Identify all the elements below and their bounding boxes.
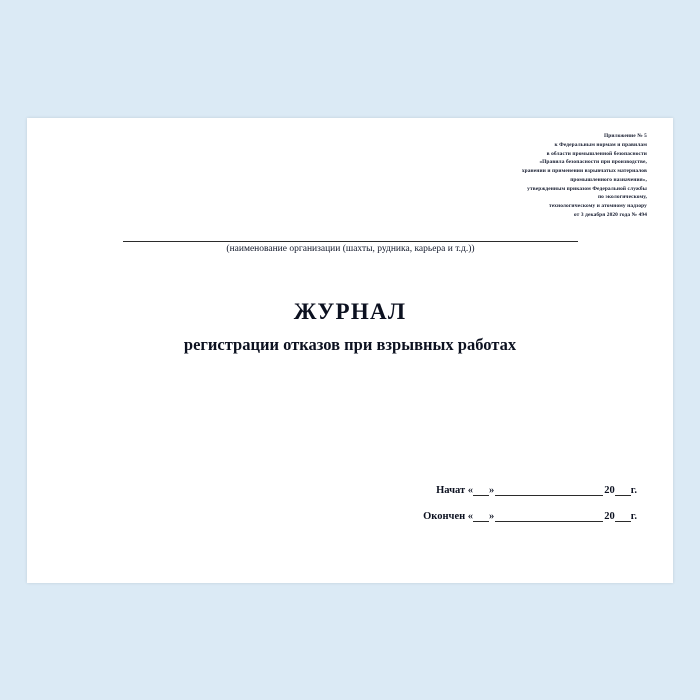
finished-label: Окончен « bbox=[423, 511, 474, 522]
document-page bbox=[27, 118, 673, 583]
appendix-line-7: утвержденным приказом Федеральной службы bbox=[527, 185, 647, 192]
finished-year-suffix: г. bbox=[630, 511, 637, 522]
started-year-suffix: г. bbox=[630, 485, 637, 496]
appendix-line-10: от 3 декабря 2020 года № 494 bbox=[573, 211, 647, 218]
organization-name-caption: (наименование организации (шахты, рудника, карьера и т.д.)) bbox=[226, 244, 475, 254]
finished-day-blank bbox=[473, 510, 489, 522]
started-label: Начат « bbox=[436, 485, 474, 496]
finished-month-blank bbox=[495, 510, 603, 522]
document-footer bbox=[307, 484, 637, 536]
appendix-line-8: по экологическому, bbox=[597, 194, 647, 201]
started-quote-close: » bbox=[489, 485, 495, 496]
finished-row bbox=[307, 510, 637, 522]
document-title: ЖУРНАЛ bbox=[293, 299, 407, 324]
appendix-line-1: Приложение № 5 bbox=[603, 133, 647, 139]
appendix-reference-block bbox=[347, 132, 647, 220]
finished-quote-close: » bbox=[489, 511, 495, 522]
started-year: 20 bbox=[604, 485, 615, 496]
finished-year-blank bbox=[615, 510, 631, 522]
started-month-blank bbox=[495, 484, 603, 496]
appendix-line-6: промышленного назначения», bbox=[570, 176, 647, 183]
started-year-blank bbox=[615, 484, 631, 496]
started-day-blank bbox=[473, 484, 489, 496]
document-subtitle: регистрации отказов при взрывных работах bbox=[183, 335, 517, 354]
appendix-line-3: в области промышленной безопасности bbox=[546, 150, 647, 157]
organization-name-rule bbox=[123, 240, 578, 242]
finished-year: 20 bbox=[604, 511, 615, 522]
appendix-line-2: к Федеральным нормам и правилам bbox=[554, 141, 647, 148]
appendix-line-5: хранении и применении взрывчатых материалов bbox=[521, 168, 647, 174]
started-row bbox=[307, 484, 637, 496]
appendix-line-9: технологическому и атомному надзору bbox=[549, 203, 647, 209]
appendix-line-4: «Правила безопасности при производстве, bbox=[539, 159, 647, 166]
